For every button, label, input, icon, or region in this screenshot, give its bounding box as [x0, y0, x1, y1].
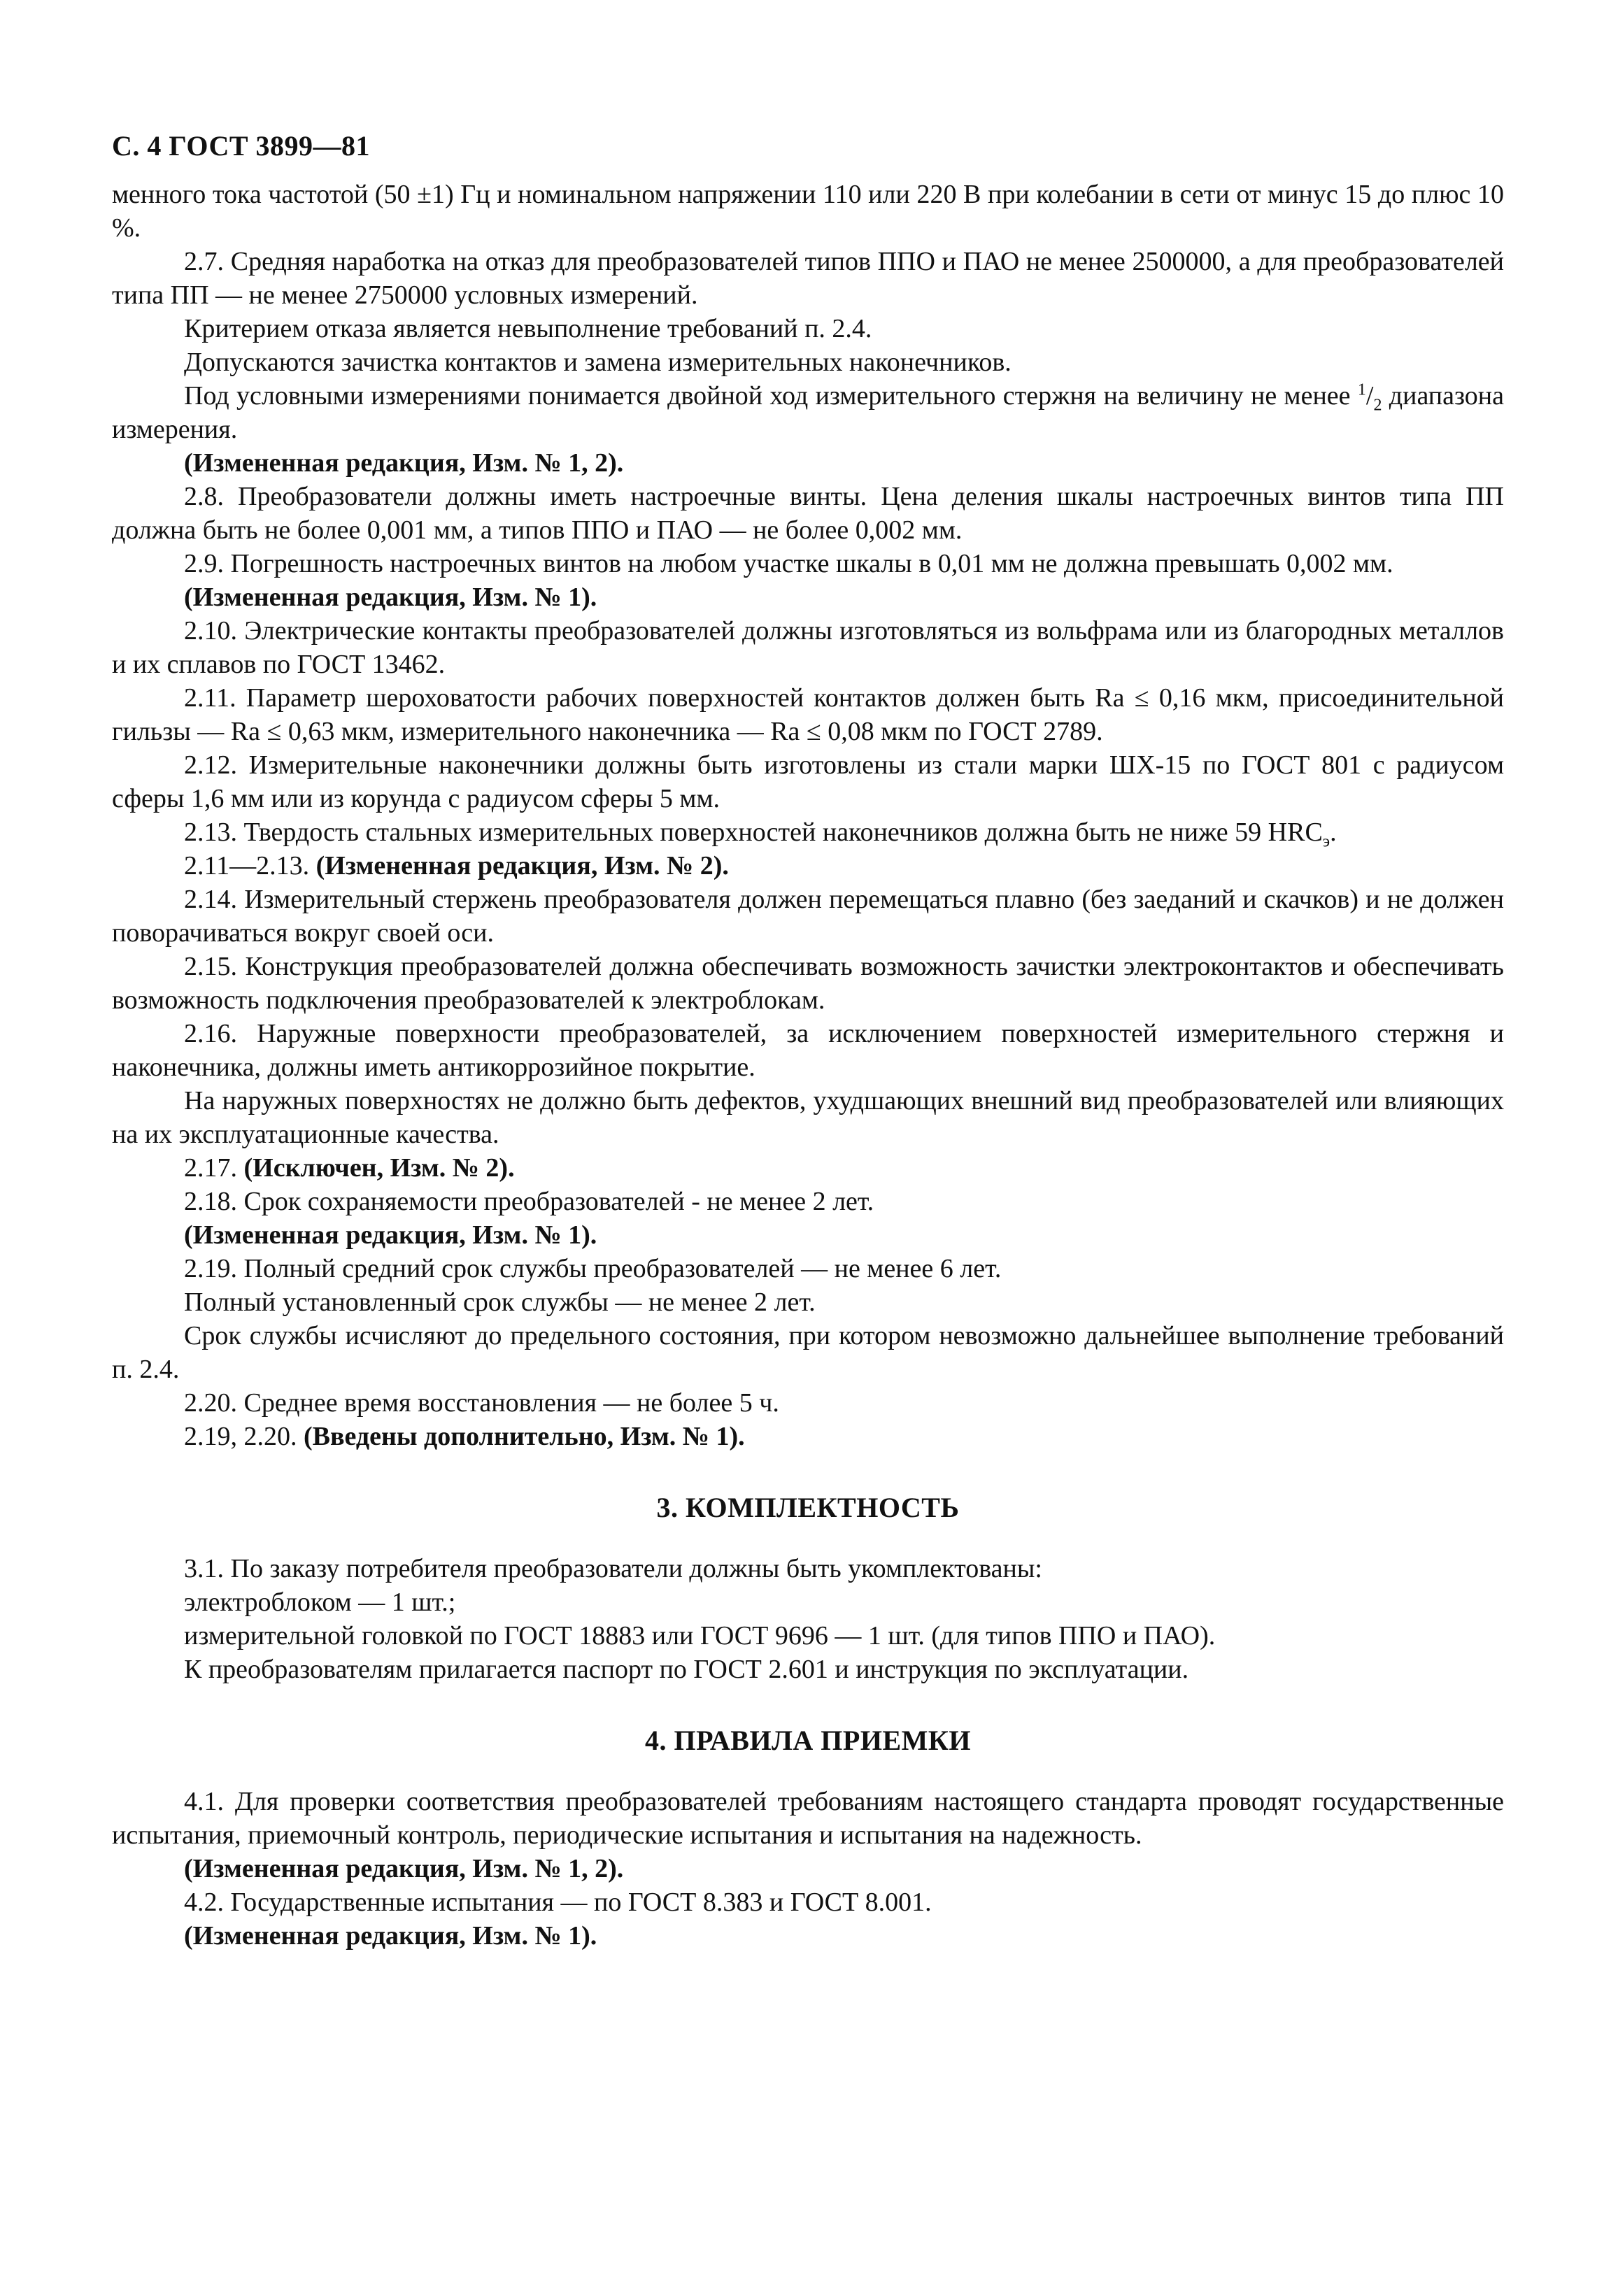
paragraph: К преобразователям прилагается паспорт по ГОСТ 2.601 и инструкция по эксплуатации.	[184, 1655, 1189, 1684]
clause-ref: 2.19, 2.20.	[184, 1422, 304, 1451]
fraction-numerator: 1	[1357, 380, 1366, 399]
clause-2-19: 2.19. Полный средний срок службы преобразователей — не менее 6 лет.	[184, 1254, 1002, 1283]
clause-4-2: 4.2. Государственные испытания — по ГОСТ 8.383 и ГОСТ 8.001.	[184, 1888, 932, 1917]
text-run: диапазона измерения.	[112, 381, 1505, 444]
clause-2-17	[184, 1151, 1504, 1185]
clause-2-14: 2.14. Измерительный стержень преобразователя должен перемещаться плавно (без заеданий и скачков) и не должен поворачиваться вокруг своей оси.	[112, 885, 1504, 948]
section-heading-3: 3. КОМПЛЕКТНОСТЬ	[656, 1492, 960, 1523]
text-run: 2.13. Твердость стальных измерительных поверхностей наконечников должна быть не ниже 59 HRC	[184, 818, 1323, 847]
page-header: С. 4 ГОСТ 3899—81	[112, 130, 371, 162]
clause-2-12: 2.12. Измерительные наконечники должны быть изготовлены из стали марки ШХ-15 по ГОСТ 801 с радиусом сферы 1,6 мм или из корунда с радиусом сферы 5 мм.	[112, 750, 1504, 813]
list-item: измерительной головкой по ГОСТ 18883 или ГОСТ 9696 — 1 шт. (для типов ППО и ПАО).	[184, 1621, 1216, 1650]
clause-2-9: 2.9. Погрешность настроечных винтов на любом участке шкалы в 0,01 мм не должна превышать 0,002 мм.	[184, 549, 1393, 578]
clause-2-7: 2.7. Средняя наработка на отказ для преобразователей типов ППО и ПАО не менее 2500000, а для преобразователей типа ПП — не менее 2750000 условных измерений.	[112, 247, 1504, 310]
list-item: электроблоком — 1 шт.;	[184, 1588, 456, 1617]
amendment-note	[184, 1420, 1504, 1453]
amendment-note: (Измененная редакция, Изм. № 1, 2).	[184, 1854, 624, 1883]
amendment-note: (Измененная редакция, Изм. № 1).	[184, 1220, 597, 1250]
clause-ref: 2.11—2.13.	[184, 851, 316, 880]
text-run: Под условными измерениями понимается двойной ход измерительного стержня на величину не менее	[184, 381, 1358, 411]
fraction-slash: /	[1365, 381, 1374, 411]
clause-2-15: 2.15. Конструкция преобразователей должна обеспечивать возможность зачистки электроконтактов и обеспечивать возможность подключения преобразователей к электроблокам.	[112, 952, 1504, 1015]
amendment-text: (Измененная редакция, Изм. № 2).	[315, 851, 729, 880]
clause-2-8: 2.8. Преобразователи должны иметь настроечные винты. Цена деления шкалы настроечных винтов типа ПП должна быть не более 0,001 мм, а типов ППО и ПАО — не более 0,002 мм.	[112, 482, 1504, 545]
paragraph: Допускаются зачистка контактов и замена измерительных наконечников.	[184, 348, 1012, 377]
text-run: .	[1330, 818, 1337, 847]
paragraph	[112, 379, 1504, 446]
clause-2-13	[112, 815, 1504, 849]
clause-2-16: 2.16. Наружные поверхности преобразователей, за исключением поверхностей измерительного стержня и наконечника, должны иметь антикоррозийное покрытие.	[112, 1019, 1504, 1082]
clause-ref: 2.17.	[184, 1153, 244, 1183]
document-page	[112, 129, 1504, 1953]
clause-2-10: 2.10. Электрические контакты преобразователей должны изготовляться из вольфрама или из благородных металлов и их сплавов по ГОСТ 13462.	[112, 616, 1504, 679]
paragraph: Полный установленный срок службы — не менее 2 лет.	[184, 1288, 816, 1317]
amendment-note: (Измененная редакция, Изм. № 1, 2).	[184, 448, 624, 478]
fraction-denominator: 2	[1373, 396, 1382, 415]
amendment-note: (Измененная редакция, Изм. № 1).	[184, 1921, 597, 1951]
paragraph: менного тока частотой (50 ±1) Гц и номинальном напряжении 110 или 220 В при колебании в сети от минус 15 до плюс 10 %.	[112, 180, 1504, 243]
clause-2-11: 2.11. Параметр шероховатости рабочих поверхностей контактов должен быть Ra ≤ 0,16 мкм, присоединительной гильзы — Ra ≤ 0,63 мкм, измерительного наконечника — Ra ≤ 0,08 мкм по ГОСТ 2789.	[112, 683, 1504, 746]
clause-2-18: 2.18. Срок сохраняемости преобразователей - не менее 2 лет.	[184, 1187, 874, 1216]
clause-2-20: 2.20. Среднее время восстановления — не более 5 ч.	[184, 1388, 779, 1418]
amendment-note: (Измененная редакция, Изм. № 1).	[184, 583, 597, 612]
paragraph: Критерием отказа является невыполнение требований п. 2.4.	[184, 314, 872, 343]
clause-3-1: 3.1. По заказу потребителя преобразователи должны быть укомплектованы:	[184, 1554, 1042, 1583]
amendment-note	[184, 849, 1504, 883]
paragraph: На наружных поверхностях не должно быть дефектов, ухудшающих внешний вид преобразователей или влияющих на их эксплуатационные качества.	[112, 1086, 1504, 1149]
amendment-text: (Введены дополнительно, Изм. № 1).	[304, 1422, 745, 1451]
clause-4-1: 4.1. Для проверки соответствия преобразователей требованиям настоящего стандарта проводят государственные испытания, приемочный контроль, периодические испытания и испытания на надежность.	[112, 1787, 1504, 1850]
section-heading-4: 4. ПРАВИЛА ПРИЕМКИ	[644, 1725, 971, 1756]
subscript: э	[1322, 832, 1330, 851]
paragraph: Срок службы исчисляют до предельного состояния, при котором невозможно дальнейшее выполнение требований п. 2.4.	[112, 1321, 1504, 1384]
amendment-text: (Исключен, Изм. № 2).	[243, 1153, 515, 1183]
